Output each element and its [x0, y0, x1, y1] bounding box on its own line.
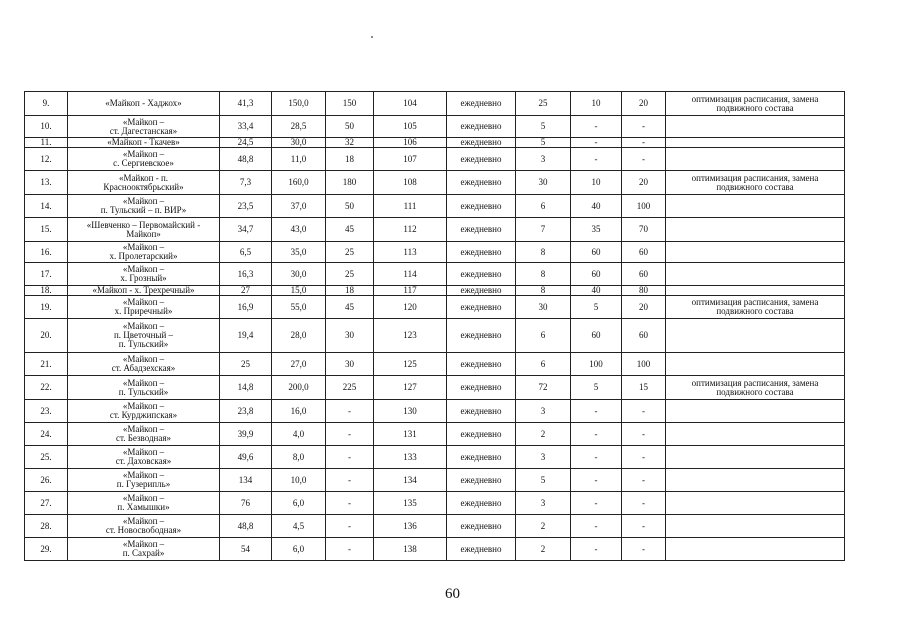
- interval-max-cell: 20: [622, 92, 666, 116]
- capacity-value-cell: -: [326, 400, 374, 423]
- row-number-cell: 14.: [25, 195, 68, 218]
- measures-note-cell: [666, 148, 845, 171]
- interval-max-cell: -: [622, 515, 666, 538]
- trips-per-day-cell: 30: [516, 171, 571, 195]
- row-number-cell: 21.: [25, 353, 68, 376]
- trips-per-day-cell: 5: [516, 116, 571, 138]
- table-row: [25, 263, 845, 286]
- route-code-cell: 108: [374, 171, 447, 195]
- measures-note-cell: [666, 538, 845, 561]
- trips-per-day-cell: 72: [516, 376, 571, 400]
- capacity-value-cell: 50: [326, 195, 374, 218]
- measures-note-cell: [666, 263, 845, 286]
- schedule-mode-cell: ежедневно: [447, 242, 516, 263]
- table-row: [25, 446, 845, 469]
- route-length-cell: 33,4: [220, 116, 272, 138]
- schedule-mode-cell: ежедневно: [447, 538, 516, 561]
- page-number: 60: [445, 586, 460, 602]
- measures-note-cell: [666, 446, 845, 469]
- interval-max-cell: 15: [622, 376, 666, 400]
- route-name-cell: «Майкоп – п. Тульский – п. ВИР»: [68, 195, 220, 218]
- route-name-cell: «Майкоп – ст. Новосвободная»: [68, 515, 220, 538]
- route-name-cell: «Майкоп – ст. Безводная»: [68, 423, 220, 446]
- route-name-cell: «Майкоп – п. Сахрай»: [68, 538, 220, 561]
- annual-volume-cell: 55,0: [272, 296, 326, 319]
- interval-max-cell: -: [622, 423, 666, 446]
- capacity-value-cell: -: [326, 446, 374, 469]
- interval-min-cell: -: [571, 138, 622, 148]
- schedule-mode-cell: ежедневно: [447, 492, 516, 515]
- capacity-value-cell: 45: [326, 218, 374, 242]
- route-name-cell: «Майкоп – п. Тульский»: [68, 376, 220, 400]
- capacity-value-cell: 30: [326, 319, 374, 353]
- route-length-cell: 16,9: [220, 296, 272, 319]
- annual-volume-cell: 4,0: [272, 423, 326, 446]
- capacity-value-cell: 180: [326, 171, 374, 195]
- trips-per-day-cell: 3: [516, 446, 571, 469]
- route-code-cell: 131: [374, 423, 447, 446]
- route-code-cell: 106: [374, 138, 447, 148]
- interval-max-cell: -: [622, 446, 666, 469]
- interval-min-cell: 5: [571, 376, 622, 400]
- row-number-cell: 13.: [25, 171, 68, 195]
- measures-note-cell: [666, 195, 845, 218]
- interval-min-cell: -: [571, 423, 622, 446]
- schedule-mode-cell: ежедневно: [447, 319, 516, 353]
- capacity-value-cell: 30: [326, 353, 374, 376]
- row-number-cell: 18.: [25, 286, 68, 296]
- measures-note-cell: [666, 242, 845, 263]
- route-code-cell: 136: [374, 515, 447, 538]
- row-number-cell: 23.: [25, 400, 68, 423]
- capacity-value-cell: 32: [326, 138, 374, 148]
- annual-volume-cell: 16,0: [272, 400, 326, 423]
- measures-note-cell: [666, 286, 845, 296]
- interval-min-cell: -: [571, 515, 622, 538]
- interval-max-cell: 80: [622, 286, 666, 296]
- route-length-cell: 27: [220, 286, 272, 296]
- route-length-cell: 76: [220, 492, 272, 515]
- route-length-cell: 6,5: [220, 242, 272, 263]
- schedule-mode-cell: ежедневно: [447, 116, 516, 138]
- route-name-cell: «Майкоп – ст. Абадзехская»: [68, 353, 220, 376]
- interval-min-cell: 60: [571, 242, 622, 263]
- route-name-cell: «Майкоп - Ткачев»: [68, 138, 220, 148]
- table-row: [25, 218, 845, 242]
- annual-volume-cell: 37,0: [272, 195, 326, 218]
- interval-min-cell: 10: [571, 171, 622, 195]
- route-code-cell: 130: [374, 400, 447, 423]
- row-number-cell: 22.: [25, 376, 68, 400]
- table-row: [25, 492, 845, 515]
- table-row: [25, 195, 845, 218]
- schedule-mode-cell: ежедневно: [447, 218, 516, 242]
- trips-per-day-cell: 2: [516, 423, 571, 446]
- route-code-cell: 113: [374, 242, 447, 263]
- trips-per-day-cell: 3: [516, 492, 571, 515]
- row-number-cell: 17.: [25, 263, 68, 286]
- row-number-cell: 16.: [25, 242, 68, 263]
- route-length-cell: 34,7: [220, 218, 272, 242]
- schedule-mode-cell: ежедневно: [447, 515, 516, 538]
- table-row: [25, 92, 845, 116]
- annual-volume-cell: 30,0: [272, 138, 326, 148]
- capacity-value-cell: 225: [326, 376, 374, 400]
- row-number-cell: 15.: [25, 218, 68, 242]
- interval-min-cell: 60: [571, 263, 622, 286]
- annual-volume-cell: 43,0: [272, 218, 326, 242]
- route-name-cell: «Майкоп – х. Грозный»: [68, 263, 220, 286]
- annual-volume-cell: 200,0: [272, 376, 326, 400]
- interval-max-cell: 60: [622, 319, 666, 353]
- row-number-cell: 26.: [25, 469, 68, 492]
- schedule-mode-cell: ежедневно: [447, 446, 516, 469]
- row-number-cell: 20.: [25, 319, 68, 353]
- annual-volume-cell: 30,0: [272, 263, 326, 286]
- interval-max-cell: 100: [622, 195, 666, 218]
- route-name-cell: «Майкоп - п. Краснооктябрьский»: [68, 171, 220, 195]
- interval-min-cell: -: [571, 538, 622, 561]
- schedule-mode-cell: ежедневно: [447, 423, 516, 446]
- capacity-value-cell: 150: [326, 92, 374, 116]
- trips-per-day-cell: 5: [516, 138, 571, 148]
- schedule-mode-cell: ежедневно: [447, 138, 516, 148]
- annual-volume-cell: 27,0: [272, 353, 326, 376]
- table-row: [25, 296, 845, 319]
- table-row: [25, 469, 845, 492]
- capacity-value-cell: -: [326, 423, 374, 446]
- interval-max-cell: 60: [622, 242, 666, 263]
- route-length-cell: 16,3: [220, 263, 272, 286]
- route-name-cell: «Майкоп – п. Цветочный – п. Тульский»: [68, 319, 220, 353]
- route-length-cell: 23,5: [220, 195, 272, 218]
- schedule-mode-cell: ежедневно: [447, 376, 516, 400]
- capacity-value-cell: -: [326, 492, 374, 515]
- row-number-cell: 24.: [25, 423, 68, 446]
- route-length-cell: 48,8: [220, 515, 272, 538]
- table-row: [25, 242, 845, 263]
- trips-per-day-cell: 2: [516, 538, 571, 561]
- route-code-cell: 107: [374, 148, 447, 171]
- route-length-cell: 14,8: [220, 376, 272, 400]
- route-code-cell: 104: [374, 92, 447, 116]
- route-name-cell: «Майкоп – х. Пролетарский»: [68, 242, 220, 263]
- route-code-cell: 112: [374, 218, 447, 242]
- table-row: [25, 376, 845, 400]
- interval-min-cell: -: [571, 446, 622, 469]
- measures-note-cell: [666, 469, 845, 492]
- row-number-cell: 29.: [25, 538, 68, 561]
- measures-note-cell: [666, 492, 845, 515]
- route-length-cell: 7,3: [220, 171, 272, 195]
- row-number-cell: 11.: [25, 138, 68, 148]
- capacity-value-cell: 45: [326, 296, 374, 319]
- trips-per-day-cell: 8: [516, 263, 571, 286]
- capacity-value-cell: 18: [326, 286, 374, 296]
- route-length-cell: 54: [220, 538, 272, 561]
- route-code-cell: 125: [374, 353, 447, 376]
- schedule-mode-cell: ежедневно: [447, 400, 516, 423]
- capacity-value-cell: -: [326, 515, 374, 538]
- route-code-cell: 120: [374, 296, 447, 319]
- capacity-value-cell: -: [326, 538, 374, 561]
- row-number-cell: 9.: [25, 92, 68, 116]
- interval-max-cell: 100: [622, 353, 666, 376]
- schedule-mode-cell: ежедневно: [447, 353, 516, 376]
- trips-per-day-cell: 3: [516, 400, 571, 423]
- row-number-cell: 27.: [25, 492, 68, 515]
- route-code-cell: 135: [374, 492, 447, 515]
- route-length-cell: 23,8: [220, 400, 272, 423]
- trips-per-day-cell: 2: [516, 515, 571, 538]
- annual-volume-cell: 4,5: [272, 515, 326, 538]
- route-length-cell: 48,8: [220, 148, 272, 171]
- annual-volume-cell: 28,5: [272, 116, 326, 138]
- interval-min-cell: 100: [571, 353, 622, 376]
- table-row: [25, 148, 845, 171]
- trips-per-day-cell: 6: [516, 195, 571, 218]
- interval-max-cell: 20: [622, 171, 666, 195]
- interval-max-cell: -: [622, 538, 666, 561]
- route-name-cell: «Шевченко – Первомайский - Майкоп»: [68, 218, 220, 242]
- table-row: [25, 538, 845, 561]
- table-row: [25, 353, 845, 376]
- route-length-cell: 25: [220, 353, 272, 376]
- interval-max-cell: 70: [622, 218, 666, 242]
- measures-note-cell: [666, 319, 845, 353]
- interval-max-cell: -: [622, 138, 666, 148]
- capacity-value-cell: 25: [326, 263, 374, 286]
- capacity-value-cell: 25: [326, 242, 374, 263]
- trips-per-day-cell: 25: [516, 92, 571, 116]
- route-name-cell: «Майкоп – х. Приречный»: [68, 296, 220, 319]
- route-code-cell: 138: [374, 538, 447, 561]
- schedule-mode-cell: ежедневно: [447, 469, 516, 492]
- route-name-cell: «Майкоп - Хаджох»: [68, 92, 220, 116]
- measures-note-cell: [666, 423, 845, 446]
- row-number-cell: 12.: [25, 148, 68, 171]
- trips-per-day-cell: 5: [516, 469, 571, 492]
- table-row: [25, 138, 845, 148]
- interval-min-cell: -: [571, 116, 622, 138]
- trips-per-day-cell: 3: [516, 148, 571, 171]
- route-length-cell: 49,6: [220, 446, 272, 469]
- schedule-mode-cell: ежедневно: [447, 92, 516, 116]
- capacity-value-cell: 50: [326, 116, 374, 138]
- interval-max-cell: 60: [622, 263, 666, 286]
- interval-min-cell: 40: [571, 286, 622, 296]
- row-number-cell: 10.: [25, 116, 68, 138]
- trips-per-day-cell: 8: [516, 242, 571, 263]
- interval-max-cell: -: [622, 492, 666, 515]
- route-code-cell: 134: [374, 469, 447, 492]
- schedule-mode-cell: ежедневно: [447, 171, 516, 195]
- interval-min-cell: -: [571, 469, 622, 492]
- route-length-cell: 19,4: [220, 319, 272, 353]
- route-name-cell: «Майкоп – ст. Даховская»: [68, 446, 220, 469]
- table-row: [25, 400, 845, 423]
- annual-volume-cell: 15,0: [272, 286, 326, 296]
- table-row: [25, 423, 845, 446]
- route-length-cell: 134: [220, 469, 272, 492]
- interval-max-cell: -: [622, 400, 666, 423]
- annual-volume-cell: 6,0: [272, 492, 326, 515]
- trips-per-day-cell: 7: [516, 218, 571, 242]
- table-row: [25, 116, 845, 138]
- measures-note-cell: [666, 353, 845, 376]
- annual-volume-cell: 35,0: [272, 242, 326, 263]
- measures-note-cell: оптимизация расписания, замена подвижного состава: [666, 376, 845, 400]
- schedule-mode-cell: ежедневно: [447, 148, 516, 171]
- measures-note-cell: [666, 400, 845, 423]
- measures-note-cell: [666, 138, 845, 148]
- interval-min-cell: 35: [571, 218, 622, 242]
- interval-min-cell: -: [571, 148, 622, 171]
- schedule-mode-cell: ежедневно: [447, 195, 516, 218]
- annual-volume-cell: 6,0: [272, 538, 326, 561]
- row-number-cell: 28.: [25, 515, 68, 538]
- route-name-cell: «Майкоп – ст. Курджипская»: [68, 400, 220, 423]
- interval-max-cell: -: [622, 116, 666, 138]
- schedule-mode-cell: ежедневно: [447, 263, 516, 286]
- interval-min-cell: -: [571, 400, 622, 423]
- routes-table-body: [25, 92, 845, 561]
- measures-note-cell: оптимизация расписания, замена подвижного состава: [666, 171, 845, 195]
- route-name-cell: «Майкоп - х. Трехречный»: [68, 286, 220, 296]
- annual-volume-cell: 11,0: [272, 148, 326, 171]
- annual-volume-cell: 160,0: [272, 171, 326, 195]
- scan-speck: [371, 36, 373, 38]
- route-name-cell: «Майкоп – п. Хамышки»: [68, 492, 220, 515]
- measures-note-cell: оптимизация расписания, замена подвижного состава: [666, 92, 845, 116]
- interval-max-cell: 20: [622, 296, 666, 319]
- route-code-cell: 111: [374, 195, 447, 218]
- measures-note-cell: оптимизация расписания, замена подвижного состава: [666, 296, 845, 319]
- interval-min-cell: 40: [571, 195, 622, 218]
- interval-max-cell: -: [622, 148, 666, 171]
- route-length-cell: 41,3: [220, 92, 272, 116]
- trips-per-day-cell: 8: [516, 286, 571, 296]
- route-code-cell: 105: [374, 116, 447, 138]
- route-name-cell: «Майкоп – с. Сергиевское»: [68, 148, 220, 171]
- table-row: [25, 286, 845, 296]
- annual-volume-cell: 10,0: [272, 469, 326, 492]
- route-code-cell: 127: [374, 376, 447, 400]
- table-row: [25, 319, 845, 353]
- schedule-mode-cell: ежедневно: [447, 296, 516, 319]
- measures-note-cell: [666, 116, 845, 138]
- route-code-cell: 114: [374, 263, 447, 286]
- annual-volume-cell: 8,0: [272, 446, 326, 469]
- annual-volume-cell: 28,0: [272, 319, 326, 353]
- interval-min-cell: 60: [571, 319, 622, 353]
- route-code-cell: 133: [374, 446, 447, 469]
- capacity-value-cell: 18: [326, 148, 374, 171]
- interval-max-cell: -: [622, 469, 666, 492]
- route-code-cell: 117: [374, 286, 447, 296]
- interval-min-cell: 10: [571, 92, 622, 116]
- measures-note-cell: [666, 218, 845, 242]
- route-code-cell: 123: [374, 319, 447, 353]
- route-name-cell: «Майкоп – п. Гузерипль»: [68, 469, 220, 492]
- route-length-cell: 39,9: [220, 423, 272, 446]
- capacity-value-cell: -: [326, 469, 374, 492]
- interval-min-cell: -: [571, 492, 622, 515]
- table-row: [25, 171, 845, 195]
- route-length-cell: 24,5: [220, 138, 272, 148]
- routes-table: [24, 91, 845, 561]
- route-name-cell: «Майкоп – ст. Дагестанская»: [68, 116, 220, 138]
- schedule-mode-cell: ежедневно: [447, 286, 516, 296]
- interval-min-cell: 5: [571, 296, 622, 319]
- row-number-cell: 19.: [25, 296, 68, 319]
- trips-per-day-cell: 6: [516, 353, 571, 376]
- annual-volume-cell: 150,0: [272, 92, 326, 116]
- trips-per-day-cell: 6: [516, 319, 571, 353]
- row-number-cell: 25.: [25, 446, 68, 469]
- table-row: [25, 515, 845, 538]
- trips-per-day-cell: 30: [516, 296, 571, 319]
- measures-note-cell: [666, 515, 845, 538]
